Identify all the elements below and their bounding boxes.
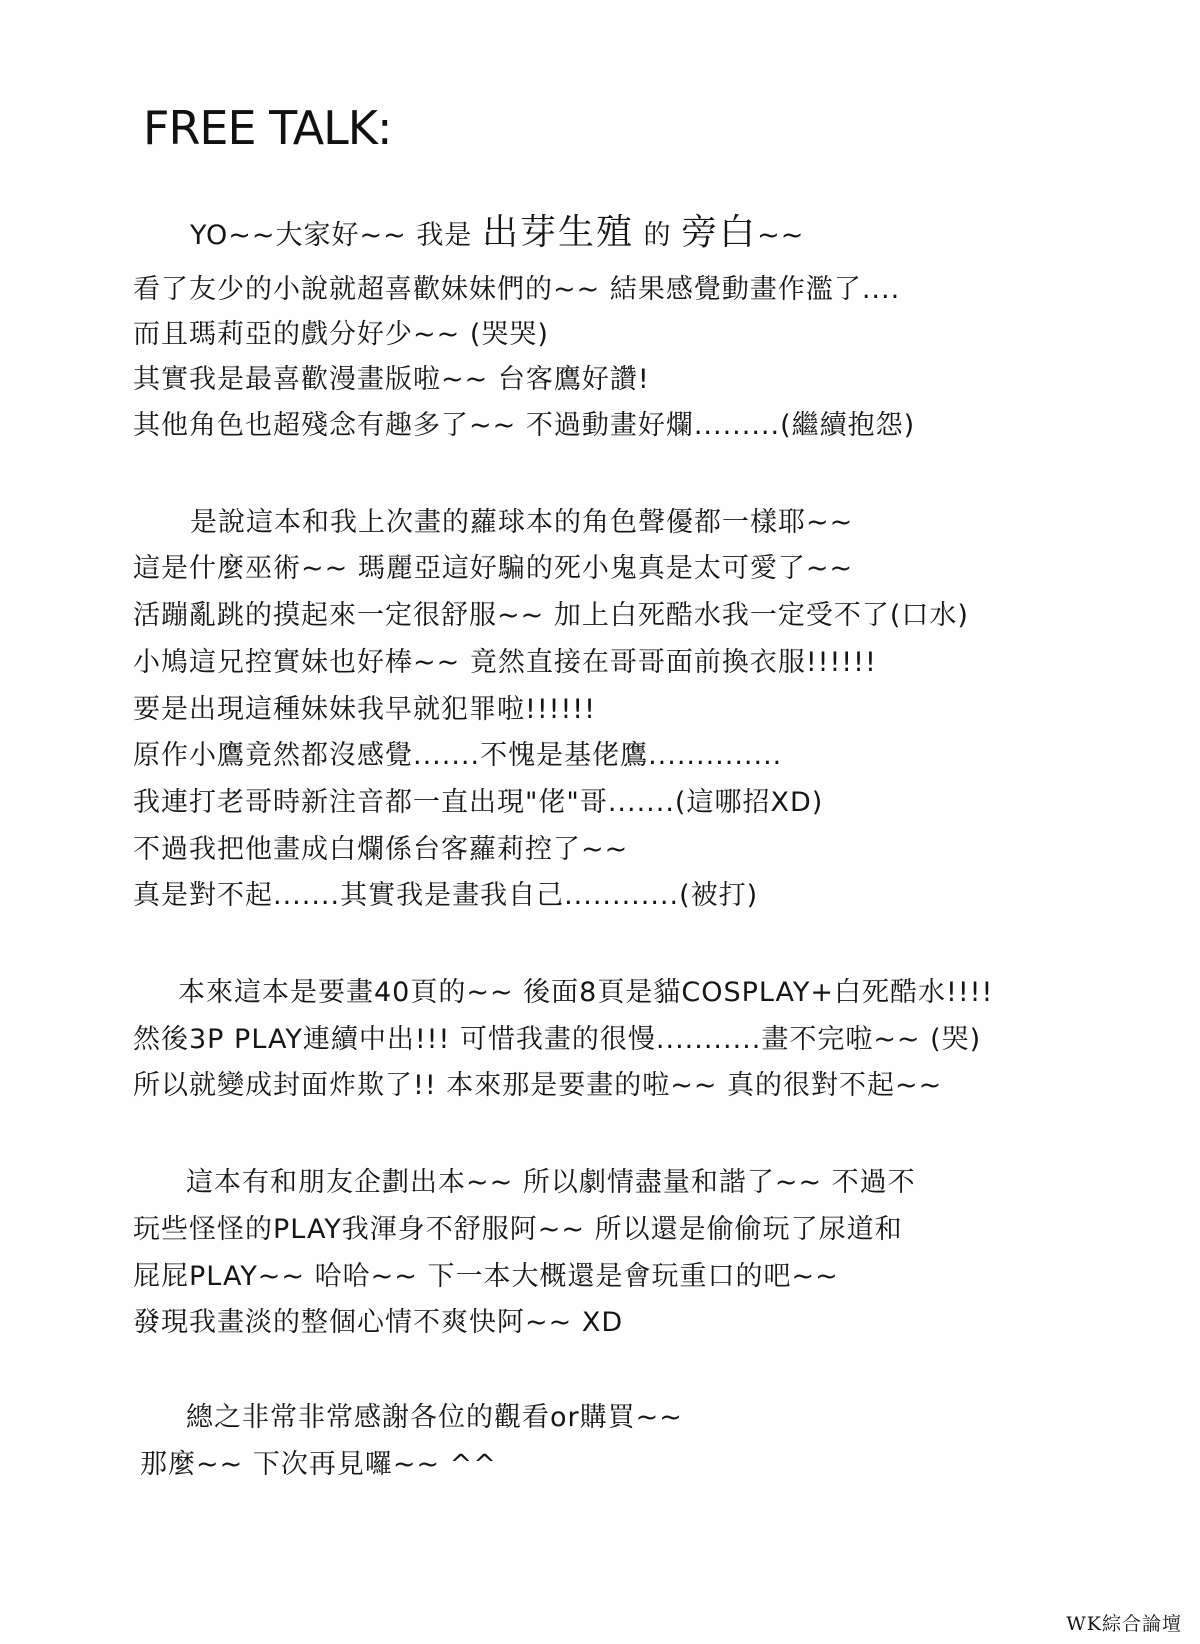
text-line: 這是什麼巫術~~ 瑪麗亞這好騙的死小鬼真是太可愛了~~ [133, 553, 854, 584]
intro-text-3: ~~ [757, 220, 805, 251]
text-line: 總之非常非常感謝各位的觀看or購買~~ [186, 1402, 683, 1433]
watermark: WK綜合論壇 [1066, 1613, 1182, 1635]
intro-text-1: YO~~大家好~~ 我是 [190, 220, 482, 251]
text-line: 而且瑪莉亞的戲分好少~~ (哭哭) [133, 319, 549, 350]
text-line: 玩些怪怪的PLAY我渾身不舒服阿~~ 所以還是偷偷玩了尿道和 [133, 1214, 903, 1245]
text-line: 活蹦亂跳的摸起來一定很舒服~~ 加上白死酷水我一定受不了(口水) [133, 600, 969, 631]
narrator-name: 旁白 [681, 212, 758, 253]
text-line: 是說這本和我上次畫的蘿球本的角色聲優都一樣耶~~ [190, 507, 854, 538]
text-line: 這本有和朋友企劃出本~~ 所以劇情盡量和諧了~~ 不過不 [186, 1167, 916, 1198]
text-line: 本來這本是要畫40頁的~~ 後面8頁是貓COSPLAY+白死酷水!!!! [178, 977, 994, 1008]
text-line: 看了友少的小說就超喜歡妹妹們的~~ 結果感覺動畫作濫了.... [133, 274, 901, 305]
text-line: 然後3P PLAY連續中出!!! 可惜我畫的很慢...........畫不完啦~~ (哭) [133, 1024, 982, 1055]
text-line: 其他角色也超殘念有趣多了~~ 不過動畫好爛.........(繼續抱怨) [133, 410, 916, 441]
text-line: 屁屁PLAY~~ 哈哈~~ 下一本大概還是會玩重口的吧~~ [133, 1261, 839, 1292]
text-line: 不過我把他畫成白爛係台客蘿莉控了~~ [133, 834, 629, 865]
text-line: 發現我畫淡的整個心情不爽快阿~~ XD [133, 1307, 624, 1338]
text-line: 小鳩這兄控實妹也好棒~~ 竟然直接在哥哥面前換衣服!!!!!! [133, 647, 877, 678]
text-line: 我連打老哥時新注音都一直出現"佬"哥.......(這哪招XD) [133, 787, 824, 818]
text-line: 所以就變成封面炸欺了!! 本來那是要畫的啦~~ 真的很對不起~~ [133, 1070, 943, 1101]
text-line: 那麼~~ 下次再見囉~~ ^^ [140, 1449, 497, 1480]
author-name: 出芽生殖 [481, 212, 634, 253]
page-title: FREE TALK: [143, 101, 392, 155]
intro-text-2: 的 [633, 220, 682, 251]
text-line: 真是對不起.......其實我是畫我自己............(被打) [133, 880, 759, 911]
intro-line [190, 213, 804, 256]
text-line: 原作小鷹竟然都沒感覺.......不愧是基佬鷹.............. [133, 740, 783, 771]
text-line: 其實我是最喜歡漫畫版啦~~ 台客鷹好讚! [133, 364, 650, 395]
text-line: 要是出現這種妹妹我早就犯罪啦!!!!!! [133, 694, 596, 725]
